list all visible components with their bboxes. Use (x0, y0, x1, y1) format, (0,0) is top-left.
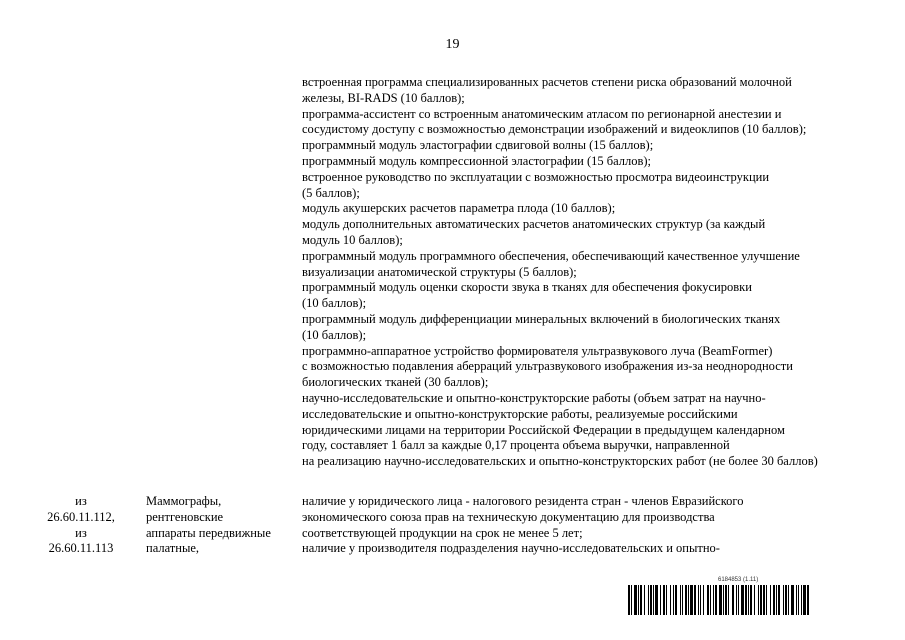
barcode-bar (698, 585, 699, 615)
barcode-bar (773, 585, 775, 615)
code-line: 26.60.11.112, (47, 509, 115, 524)
text-line: биологических тканей (30 баллов); (302, 375, 489, 390)
barcode-bar (685, 585, 687, 615)
barcode-bar (801, 585, 802, 615)
code-line: из (75, 525, 87, 540)
barcode-caption: 6184853 (1.11) (718, 577, 759, 583)
text-line: модуль дополнительных автоматических расчетов анатомических структур (за каждый (302, 217, 766, 232)
text-line: визуализации анатомической структуры (5 баллов); (302, 264, 577, 279)
barcode-bar (715, 585, 717, 615)
name-line: Маммографы, (146, 494, 222, 508)
barcode-bar (750, 585, 752, 615)
text-line: программный модуль компрессионной эластографии (15 баллов); (302, 153, 652, 168)
barcode-bar (728, 585, 729, 615)
barcode-bar (628, 585, 630, 615)
text-line: юридическими лицами на территории Российской Федерации в предыдущем календарном (302, 422, 785, 437)
barcode-bar (803, 585, 806, 615)
text-line: программный модуль оценки скорости звука в тканях для обеспечения фокусировки (302, 280, 752, 295)
barcode-bar (631, 585, 632, 615)
barcode-bar (673, 585, 674, 615)
barcode-bar (741, 585, 744, 615)
code-line: из (75, 494, 87, 508)
barcode-bar (670, 585, 671, 615)
barcode-bar (655, 585, 658, 615)
text-line: соответствующей продукции на срок не менее 5 лет; (302, 525, 583, 540)
text-line: программный модуль программного обеспечения, обеспечивающий качественное улучшение (302, 248, 800, 263)
okpd-code-cell (40, 494, 122, 557)
text-line: программа-ассистент со встроенным анатомическим атласом по регионарной анестезии и (302, 106, 782, 121)
text-line: (5 баллов); (302, 185, 360, 200)
barcode-bar (675, 585, 677, 615)
name-line: палатные, (146, 541, 200, 556)
page-number: 19 (445, 37, 460, 52)
barcode-bar (700, 585, 701, 615)
barcode-bar (788, 585, 789, 615)
name-line: аппараты передвижные (146, 525, 271, 540)
barcode-bar (725, 585, 727, 615)
barcode-bar (663, 585, 665, 615)
barcode-bar (653, 585, 654, 615)
text-line: встроенная программа специализированных расчетов степени риска образований молочной (302, 75, 792, 89)
barcode-bar (738, 585, 739, 615)
barcode-bar (648, 585, 649, 615)
barcode-bar (732, 585, 734, 615)
barcode-bar (638, 585, 639, 615)
text-line: научно-исследовательские и опытно-конструкторские работы (объем затрат на научно- (302, 390, 766, 405)
barcode-bar (736, 585, 737, 615)
barcode-bar (644, 585, 645, 615)
barcode-bar (723, 585, 724, 615)
barcode-bar (690, 585, 693, 615)
text-line: наличие у производителя подразделения научно-исследовательских и опытно- (302, 541, 720, 556)
criteria-list (302, 75, 882, 470)
name-line: рентгеновские (146, 509, 224, 524)
barcode-bar (796, 585, 797, 615)
requirements-cell (302, 494, 882, 557)
product-name-cell (146, 494, 296, 557)
barcode-image (628, 585, 884, 615)
text-line: модуль 10 баллов); (302, 232, 403, 247)
text-line: сосудистому доступу с возможностью демонстрации изображений и видеоклипов (10 баллов); (302, 122, 807, 137)
barcode-bar (785, 585, 787, 615)
barcode-bar (688, 585, 689, 615)
barcode-bar (694, 585, 696, 615)
barcode-bar (807, 585, 809, 615)
barcode-bar (660, 585, 661, 615)
barcode-bar (713, 585, 714, 615)
barcode-bar (703, 585, 704, 615)
text-line: модуль акушерских расчетов параметра плода (10 баллов); (302, 201, 616, 216)
barcode-bar (680, 585, 681, 615)
barcode-bar (760, 585, 762, 615)
barcode-bar (776, 585, 777, 615)
barcode-bar (791, 585, 794, 615)
barcode-bar (783, 585, 784, 615)
text-line: программный модуль дифференциации минеральных включений в биологических тканях (302, 311, 781, 326)
text-line: (10 баллов); (302, 327, 367, 342)
barcode-bar (748, 585, 749, 615)
text-line: на реализацию научно-исследовательских и опытно-конструкторских работ (не более 30 баллов) (302, 454, 818, 469)
text-line: году, составляет 1 балл за каждые 0,17 процента объема выручки, направленной (302, 438, 730, 453)
barcode-bar (758, 585, 759, 615)
barcode-bar (766, 585, 767, 615)
barcode-bar (666, 585, 667, 615)
barcode-bar (710, 585, 711, 615)
barcode-bar (682, 585, 683, 615)
text-line: с возможностью подавления аберраций ультразвукового изображения из-за неоднородности (302, 359, 793, 374)
barcode-bar (707, 585, 709, 615)
text-line: железы, BI-RADS (10 баллов); (302, 90, 465, 105)
barcode-bar (650, 585, 652, 615)
text-line: исследовательские и опытно-конструкторские работы, реализуемые российскими (302, 406, 738, 421)
text-line: встроенное руководство по эксплуатации с возможностью просмотра видеоинструкции (302, 169, 770, 184)
barcode-bar (640, 585, 642, 615)
barcode-bar (763, 585, 765, 615)
code-line: 26.60.11.113 (48, 541, 114, 556)
barcode-bar (754, 585, 755, 615)
text-line: наличие у юридического лица - налогового резидента стран - членов Евразийского (302, 494, 744, 508)
barcode-bar (719, 585, 722, 615)
barcode-bar (798, 585, 799, 615)
barcode-bar (770, 585, 771, 615)
text-line: программный модуль эластографии сдвиговой волны (15 баллов); (302, 138, 654, 153)
barcode-bar (634, 585, 637, 615)
text-line: (10 баллов); (302, 296, 367, 311)
barcode-bar (778, 585, 780, 615)
text-line: программно-аппаратное устройство формирователя ультразвукового луча (BeamFormer) (302, 343, 773, 358)
barcode-bar (745, 585, 747, 615)
text-line: экономического союза прав на техническую документацию для производства (302, 509, 715, 524)
